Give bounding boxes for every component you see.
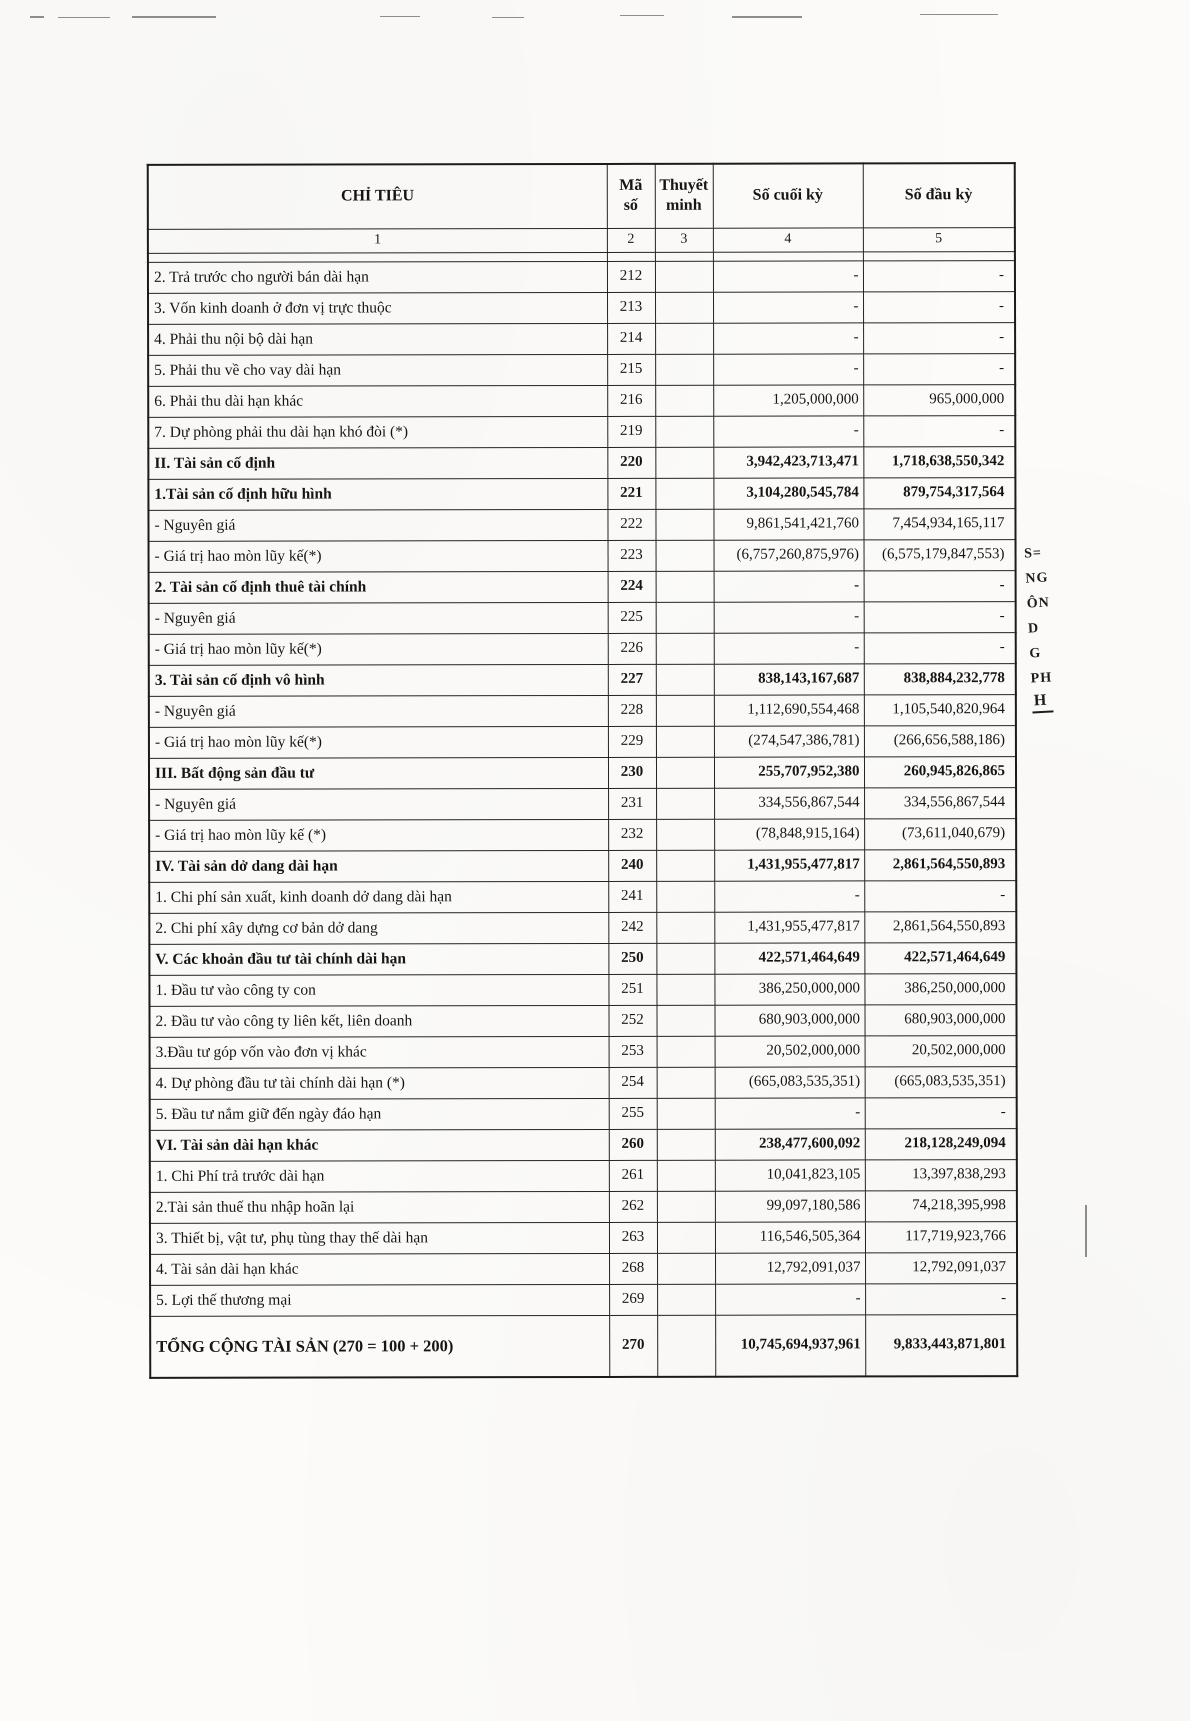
- scan-artifact: [380, 16, 420, 17]
- row-label: II. Tài sản cố định: [148, 447, 607, 479]
- row-code: 262: [609, 1191, 657, 1222]
- margin-fragment: S=: [1023, 545, 1043, 562]
- row-end-period-value: 9,861,541,421,760: [713, 508, 863, 539]
- table-row: [150, 1159, 1017, 1192]
- table-row: [150, 1035, 1017, 1068]
- row-code: 229: [608, 726, 656, 757]
- table-row: [150, 1283, 1017, 1316]
- row-code: 226: [608, 633, 656, 664]
- row-note: [656, 757, 714, 788]
- row-label: 3. Vốn kinh doanh ở đơn vị trực thuộc: [148, 292, 607, 324]
- row-end-period-value: -: [714, 632, 864, 663]
- table-row: [150, 1128, 1017, 1161]
- column-index-3: 3: [655, 228, 713, 252]
- row-begin-period-value: -: [865, 1097, 1017, 1128]
- row-label: - Giá trị hao mòn lũy kế(*): [149, 540, 608, 572]
- table-row: [149, 756, 1016, 789]
- row-begin-period-value: 334,556,867,544: [864, 787, 1016, 818]
- row-code: 261: [609, 1160, 657, 1191]
- row-begin-period-value: -: [865, 1283, 1017, 1314]
- row-code: 268: [609, 1253, 657, 1284]
- table-row: [149, 570, 1016, 603]
- row-label: 1.Tài sản cố định hữu hình: [148, 478, 607, 510]
- table-row: [148, 446, 1015, 479]
- table-row: [150, 1066, 1017, 1099]
- row-begin-period-value: 20,502,000,000: [865, 1035, 1017, 1066]
- row-label: - Nguyên giá: [149, 695, 608, 727]
- row-note: [655, 385, 713, 416]
- row-end-period-value: -: [713, 260, 863, 291]
- table-row: [149, 911, 1016, 944]
- row-end-period-value: -: [714, 880, 864, 911]
- row-code: 230: [608, 757, 656, 788]
- row-begin-period-value: 838,884,232,778: [864, 663, 1016, 694]
- row-begin-period-value: -: [863, 415, 1015, 446]
- table-row: [150, 1314, 1017, 1378]
- row-begin-period-value: -: [864, 570, 1016, 601]
- row-code: 228: [608, 695, 656, 726]
- header-so-cuoi-ky: Số cuối kỳ: [713, 163, 863, 227]
- row-label: TỔNG CỘNG TÀI SẢN (270 = 100 + 200): [150, 1315, 609, 1378]
- row-begin-period-value: 117,719,923,766: [865, 1221, 1017, 1252]
- row-begin-period-value: 7,454,934,165,117: [863, 508, 1015, 539]
- row-code: 220: [607, 447, 655, 478]
- row-label: 4. Dự phòng đầu tư tài chính dài hạn (*): [150, 1067, 609, 1099]
- row-end-period-value: -: [715, 1283, 865, 1314]
- row-label: - Nguyên giá: [149, 788, 608, 820]
- table-row: [148, 291, 1015, 324]
- row-note: [657, 1222, 715, 1253]
- table-row: [149, 663, 1016, 696]
- row-begin-period-value: 13,397,838,293: [865, 1159, 1017, 1190]
- row-label: - Giá trị hao mòn lũy kế(*): [149, 633, 608, 665]
- row-note: [657, 1129, 715, 1160]
- row-code: 216: [607, 385, 655, 416]
- scan-artifact: [1085, 1205, 1087, 1257]
- row-note: [656, 943, 714, 974]
- row-begin-period-value: 218,128,249,094: [865, 1128, 1017, 1159]
- row-label: 3. Tài sản cố định vô hình: [149, 664, 608, 696]
- row-code: 251: [608, 974, 656, 1005]
- row-note: [656, 912, 714, 943]
- row-note: [657, 1284, 715, 1315]
- row-label: - Giá trị hao mòn lũy kế(*): [149, 726, 608, 758]
- row-begin-period-value: (6,575,179,847,553): [864, 539, 1016, 570]
- row-end-period-value: 386,250,000,000: [714, 973, 864, 1004]
- row-label: 2.Tài sản thuế thu nhập hoãn lại: [150, 1191, 609, 1223]
- table-row: [149, 601, 1016, 634]
- row-label: 2. Chi phí xây dựng cơ bản dở dang: [149, 912, 608, 944]
- table-row: [149, 973, 1016, 1006]
- row-begin-period-value: (266,656,588,186): [864, 725, 1016, 756]
- row-label: 4. Phải thu nội bộ dài hạn: [148, 323, 607, 355]
- row-note: [657, 1098, 715, 1129]
- row-note: [657, 1067, 715, 1098]
- row-note: [656, 726, 714, 757]
- row-code: 253: [609, 1036, 657, 1067]
- row-begin-period-value: 2,861,564,550,893: [864, 849, 1016, 880]
- header-chi-tieu: CHỈ TIÊU: [148, 164, 607, 229]
- row-end-period-value: (665,083,535,351): [715, 1066, 865, 1097]
- row-label: 5. Phải thu về cho vay dài hạn: [148, 354, 607, 386]
- scan-artifact: [30, 16, 44, 18]
- row-end-period-value: 10,041,823,105: [715, 1159, 865, 1190]
- row-note: [655, 478, 713, 509]
- header-row: [148, 163, 1015, 229]
- row-label: 2. Trả trước cho người bán dài hạn: [148, 261, 607, 293]
- margin-fragment: H: [1031, 690, 1054, 713]
- row-end-period-value: 3,104,280,545,784: [713, 477, 863, 508]
- row-begin-period-value: -: [863, 353, 1015, 384]
- row-note: [656, 881, 714, 912]
- row-code: 223: [608, 540, 656, 571]
- table-row: [150, 1221, 1017, 1254]
- row-begin-period-value: 9,833,443,871,801: [865, 1314, 1017, 1376]
- scan-artifact: [132, 16, 216, 18]
- row-end-period-value: 1,205,000,000: [713, 384, 863, 415]
- row-begin-period-value: 260,945,826,865: [864, 756, 1016, 787]
- row-code: 231: [608, 788, 656, 819]
- row-end-period-value: 334,556,867,544: [714, 787, 864, 818]
- row-label: 2. Tài sản cố định thuê tài chính: [149, 571, 608, 603]
- row-begin-period-value: -: [863, 322, 1015, 353]
- row-note: [657, 1253, 715, 1284]
- row-note: [656, 602, 714, 633]
- row-code: 224: [608, 571, 656, 602]
- row-note: [655, 261, 713, 292]
- row-begin-period-value: -: [864, 601, 1016, 632]
- row-note: [656, 974, 714, 1005]
- table-row: [149, 787, 1016, 820]
- row-begin-period-value: -: [864, 880, 1016, 911]
- row-end-period-value: 20,502,000,000: [715, 1035, 865, 1066]
- row-code: 260: [609, 1129, 657, 1160]
- row-label: 1. Chi phí sản xuất, kinh doanh dở dang dài hạn: [149, 881, 608, 913]
- row-begin-period-value: 422,571,464,649: [864, 942, 1016, 973]
- scan-artifact: [732, 16, 802, 18]
- table-row: [148, 415, 1015, 448]
- table-row: [149, 942, 1016, 975]
- row-code: 250: [608, 943, 656, 974]
- row-begin-period-value: 1,105,540,820,964: [864, 694, 1016, 725]
- margin-stamp-fragments: [1024, 539, 1093, 714]
- row-end-period-value: (274,547,386,781): [714, 725, 864, 756]
- row-end-period-value: 12,792,091,037: [715, 1252, 865, 1283]
- row-begin-period-value: -: [863, 260, 1015, 291]
- row-label: - Nguyên giá: [148, 509, 607, 541]
- row-code: 219: [607, 416, 655, 447]
- row-code: 240: [608, 850, 656, 881]
- margin-fragment: PH: [1030, 670, 1053, 687]
- row-begin-period-value: 2,861,564,550,893: [864, 911, 1016, 942]
- table-row: [149, 818, 1016, 851]
- row-note: [655, 354, 713, 385]
- row-note: [656, 1005, 714, 1036]
- row-end-period-value: 3,942,423,713,471: [713, 446, 863, 477]
- row-end-period-value: -: [713, 322, 863, 353]
- row-note: [656, 540, 714, 571]
- row-end-period-value: 1,112,690,554,468: [714, 694, 864, 725]
- row-code: 252: [608, 1005, 656, 1036]
- row-begin-period-value: 680,903,000,000: [864, 1004, 1016, 1035]
- row-end-period-value: 1,431,955,477,817: [714, 849, 864, 880]
- row-note: [656, 788, 714, 819]
- row-code: 242: [608, 912, 656, 943]
- row-label: 1. Đầu tư vào công ty con: [149, 974, 608, 1006]
- row-note: [656, 850, 714, 881]
- scan-artifact: [620, 15, 664, 16]
- row-label: 3. Thiết bị, vật tư, phụ tùng thay thế dài hạn: [150, 1222, 609, 1254]
- row-note: [655, 447, 713, 478]
- row-code: 254: [609, 1067, 657, 1098]
- row-note: [656, 819, 714, 850]
- table-body: [148, 260, 1017, 1378]
- row-end-period-value: 99,097,180,586: [715, 1190, 865, 1221]
- table-row: [150, 1097, 1017, 1130]
- table-row: [148, 508, 1015, 541]
- row-note: [657, 1315, 715, 1377]
- row-begin-period-value: (665,083,535,351): [865, 1066, 1017, 1097]
- scan-artifact: [920, 14, 998, 15]
- header-so-dau-ky: Số đầu kỳ: [863, 163, 1015, 227]
- row-end-period-value: -: [715, 1097, 865, 1128]
- row-code: 225: [608, 602, 656, 633]
- header-thuyet-minh: Thuyết minh: [655, 164, 713, 228]
- row-code: 222: [607, 509, 655, 540]
- table-row: [150, 1252, 1017, 1285]
- row-end-period-value: 838,143,167,687: [714, 663, 864, 694]
- column-index-5: 5: [863, 227, 1015, 251]
- table-row: [149, 539, 1016, 572]
- row-note: [657, 1160, 715, 1191]
- row-label: 7. Dự phòng phải thu dài hạn khó đòi (*): [148, 416, 607, 448]
- row-label: 6. Phải thu dài hạn khác: [148, 385, 607, 417]
- row-end-period-value: 255,707,952,380: [714, 756, 864, 787]
- row-label: 3.Đầu tư góp vốn vào đơn vị khác: [150, 1036, 609, 1068]
- row-begin-period-value: 74,218,395,998: [865, 1190, 1017, 1221]
- table-row: [149, 849, 1016, 882]
- row-end-period-value: 1,431,955,477,817: [714, 911, 864, 942]
- margin-fragment: G: [1029, 645, 1042, 662]
- row-begin-period-value: 965,000,000: [863, 384, 1015, 415]
- row-label: - Giá trị hao mòn lũy kế (*): [149, 819, 608, 851]
- scan-artifact: [58, 17, 110, 18]
- row-end-period-value: -: [713, 415, 863, 446]
- balance-sheet-table: [147, 162, 1019, 1379]
- row-end-period-value: (78,848,915,164): [714, 818, 864, 849]
- column-index-1: 1: [148, 228, 607, 253]
- row-note: [657, 1191, 715, 1222]
- row-code: 232: [608, 819, 656, 850]
- row-note: [656, 571, 714, 602]
- row-code: 227: [608, 664, 656, 695]
- row-end-period-value: -: [713, 353, 863, 384]
- margin-fragment: NG: [1025, 570, 1049, 587]
- column-index-row: [148, 227, 1015, 253]
- row-note: [655, 323, 713, 354]
- table-row: [150, 1190, 1017, 1223]
- table-row: [149, 694, 1016, 727]
- table-row: [148, 260, 1015, 293]
- row-note: [655, 292, 713, 323]
- row-begin-period-value: 386,250,000,000: [864, 973, 1016, 1004]
- row-begin-period-value: -: [863, 291, 1015, 322]
- row-begin-period-value: -: [864, 632, 1016, 663]
- table-row: [148, 477, 1015, 510]
- row-label: 5. Lợi thế thương mại: [150, 1284, 609, 1316]
- row-label: 4. Tài sản dài hạn khác: [150, 1253, 609, 1285]
- row-note: [657, 1036, 715, 1067]
- row-code: 221: [607, 478, 655, 509]
- row-end-period-value: -: [714, 570, 864, 601]
- scan-artifact: [492, 17, 524, 18]
- row-label: 5. Đầu tư nắm giữ đến ngày đáo hạn: [150, 1098, 609, 1130]
- row-code: 214: [607, 323, 655, 354]
- row-code: 270: [609, 1315, 657, 1377]
- row-begin-period-value: (73,611,040,679): [864, 818, 1016, 849]
- row-note: [656, 664, 714, 695]
- row-end-period-value: 238,477,600,092: [715, 1128, 865, 1159]
- row-end-period-value: -: [714, 601, 864, 632]
- row-note: [655, 416, 713, 447]
- row-label: - Nguyên giá: [149, 602, 608, 634]
- row-end-period-value: 116,546,505,364: [715, 1221, 865, 1252]
- row-code: 212: [607, 261, 655, 292]
- column-index-4: 4: [713, 227, 863, 251]
- table-row: [149, 725, 1016, 758]
- row-code: 215: [607, 354, 655, 385]
- row-begin-period-value: 12,792,091,037: [865, 1252, 1017, 1283]
- table-row: [149, 632, 1016, 665]
- header-ma-so: Mã số: [607, 164, 655, 228]
- row-begin-period-value: 879,754,317,564: [863, 477, 1015, 508]
- row-code: 255: [609, 1098, 657, 1129]
- column-index-2: 2: [607, 228, 655, 252]
- row-end-period-value: -: [713, 291, 863, 322]
- row-note: [655, 509, 713, 540]
- row-end-period-value: 10,745,694,937,961: [715, 1314, 865, 1376]
- row-label: V. Các khoản đầu tư tài chính dài hạn: [149, 943, 608, 975]
- row-end-period-value: 680,903,000,000: [714, 1004, 864, 1035]
- row-code: 263: [609, 1222, 657, 1253]
- row-note: [656, 695, 714, 726]
- margin-fragment: ÔN: [1026, 595, 1051, 612]
- row-note: [656, 633, 714, 664]
- row-begin-period-value: 1,718,638,550,342: [863, 446, 1015, 477]
- table-row: [149, 1004, 1016, 1037]
- row-label: 1. Chi Phí trả trước dài hạn: [150, 1160, 609, 1192]
- balance-sheet: [147, 162, 1017, 1379]
- table-row: [148, 322, 1015, 355]
- row-label: III. Bất động sản đầu tư: [149, 757, 608, 789]
- table-row: [149, 880, 1016, 913]
- row-label: IV. Tài sản dở dang dài hạn: [149, 850, 608, 882]
- row-label: VI. Tài sản dài hạn khác: [150, 1129, 609, 1161]
- margin-fragment: D: [1027, 620, 1040, 637]
- row-code: 241: [608, 881, 656, 912]
- row-code: 269: [609, 1284, 657, 1315]
- row-label: 2. Đầu tư vào công ty liên kết, liên doanh: [149, 1005, 608, 1037]
- row-end-period-value: 422,571,464,649: [714, 942, 864, 973]
- table-row: [148, 384, 1015, 417]
- row-code: 213: [607, 292, 655, 323]
- table-row: [148, 353, 1015, 386]
- row-end-period-value: (6,757,260,875,976): [714, 539, 864, 570]
